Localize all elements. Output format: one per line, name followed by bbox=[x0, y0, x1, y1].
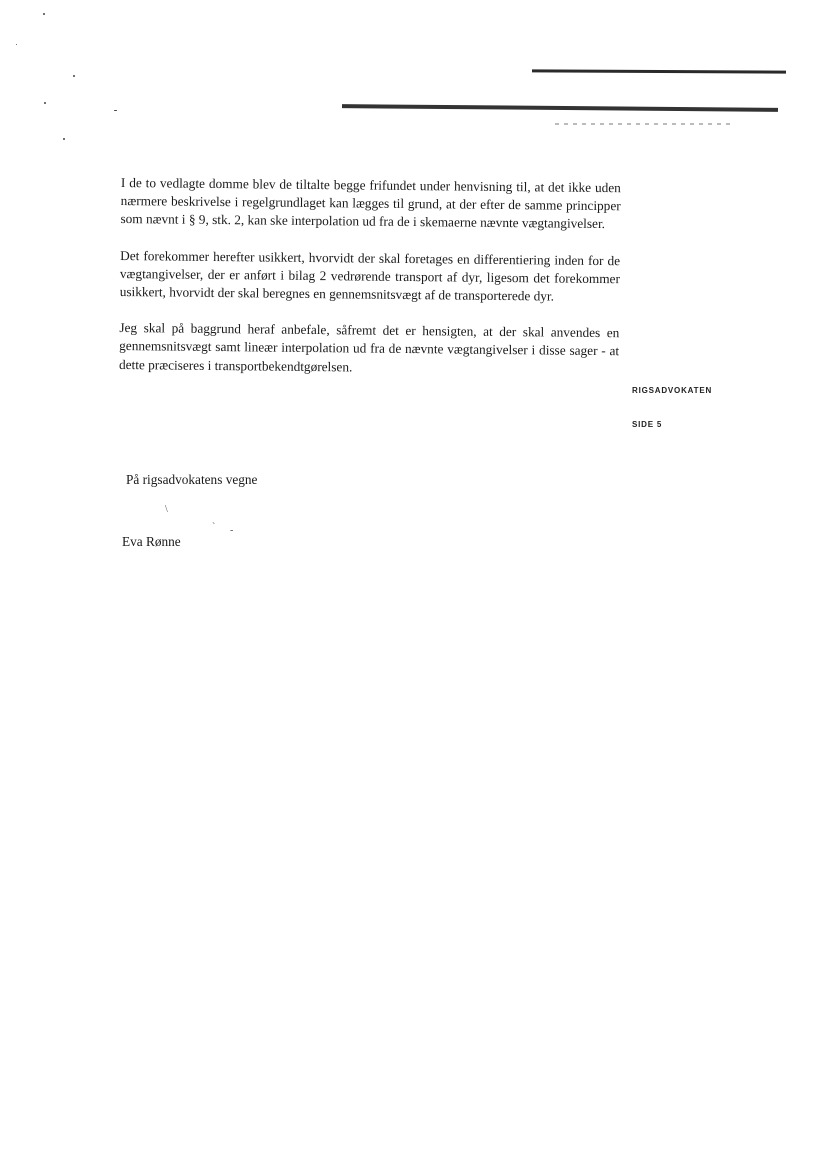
paragraph-3: Jeg skal på baggrund heraf anbefale, såfremt det er hensigten, at der skal anvendes en gennemsnitsvægt samt lineær interpolation ud fra de nævnte vægtangivelser i disse sager - at dette præciseres i transportbekendtgørelsen. bbox=[118, 320, 620, 375]
letter-body bbox=[119, 174, 621, 397]
page-number: SIDE 5 bbox=[632, 420, 663, 429]
scan-speck bbox=[63, 138, 65, 140]
scan-speck bbox=[16, 44, 17, 45]
scan-speck bbox=[114, 110, 117, 111]
signature-mark: ` bbox=[212, 522, 216, 533]
signer-name: Eva Rønne bbox=[122, 534, 181, 549]
faint-header-print bbox=[555, 123, 735, 125]
scan-speck bbox=[44, 102, 46, 104]
scan-speck bbox=[73, 75, 75, 77]
sidebar-title: RIGSADVOKATEN bbox=[632, 386, 713, 395]
header-rule-top bbox=[532, 69, 786, 73]
signature-mark: - bbox=[230, 525, 234, 536]
signature-mark: \ bbox=[165, 504, 168, 515]
header-rule-bottom bbox=[342, 104, 778, 112]
paragraph-1: I de to vedlagte domme blev de tiltalte begge frifundet under henvisning til, at det ikke uden nærmere beskrivelse i regelgrundlaget kan lægges til grund, at der efter de samme principper som nævnt i § 9, stk. 2, kan ske interpolation ud fra de i skemaerne nævnte vægtangivelser. bbox=[120, 174, 621, 232]
scan-speck bbox=[43, 13, 45, 15]
closing-line: På rigsadvokatens vegne bbox=[126, 472, 258, 487]
paragraph-2: Det forekommer herefter usikkert, hvorvidt der skal foretages en differentiering inden for de vægtangivelser, der er anført i bilag 2 vedrørende transport af dyr, ligesom det forekommer usikkert, hvorvidt der skal beregnes en gennemsnitsvægt af de transporterede dyr. bbox=[119, 247, 621, 304]
